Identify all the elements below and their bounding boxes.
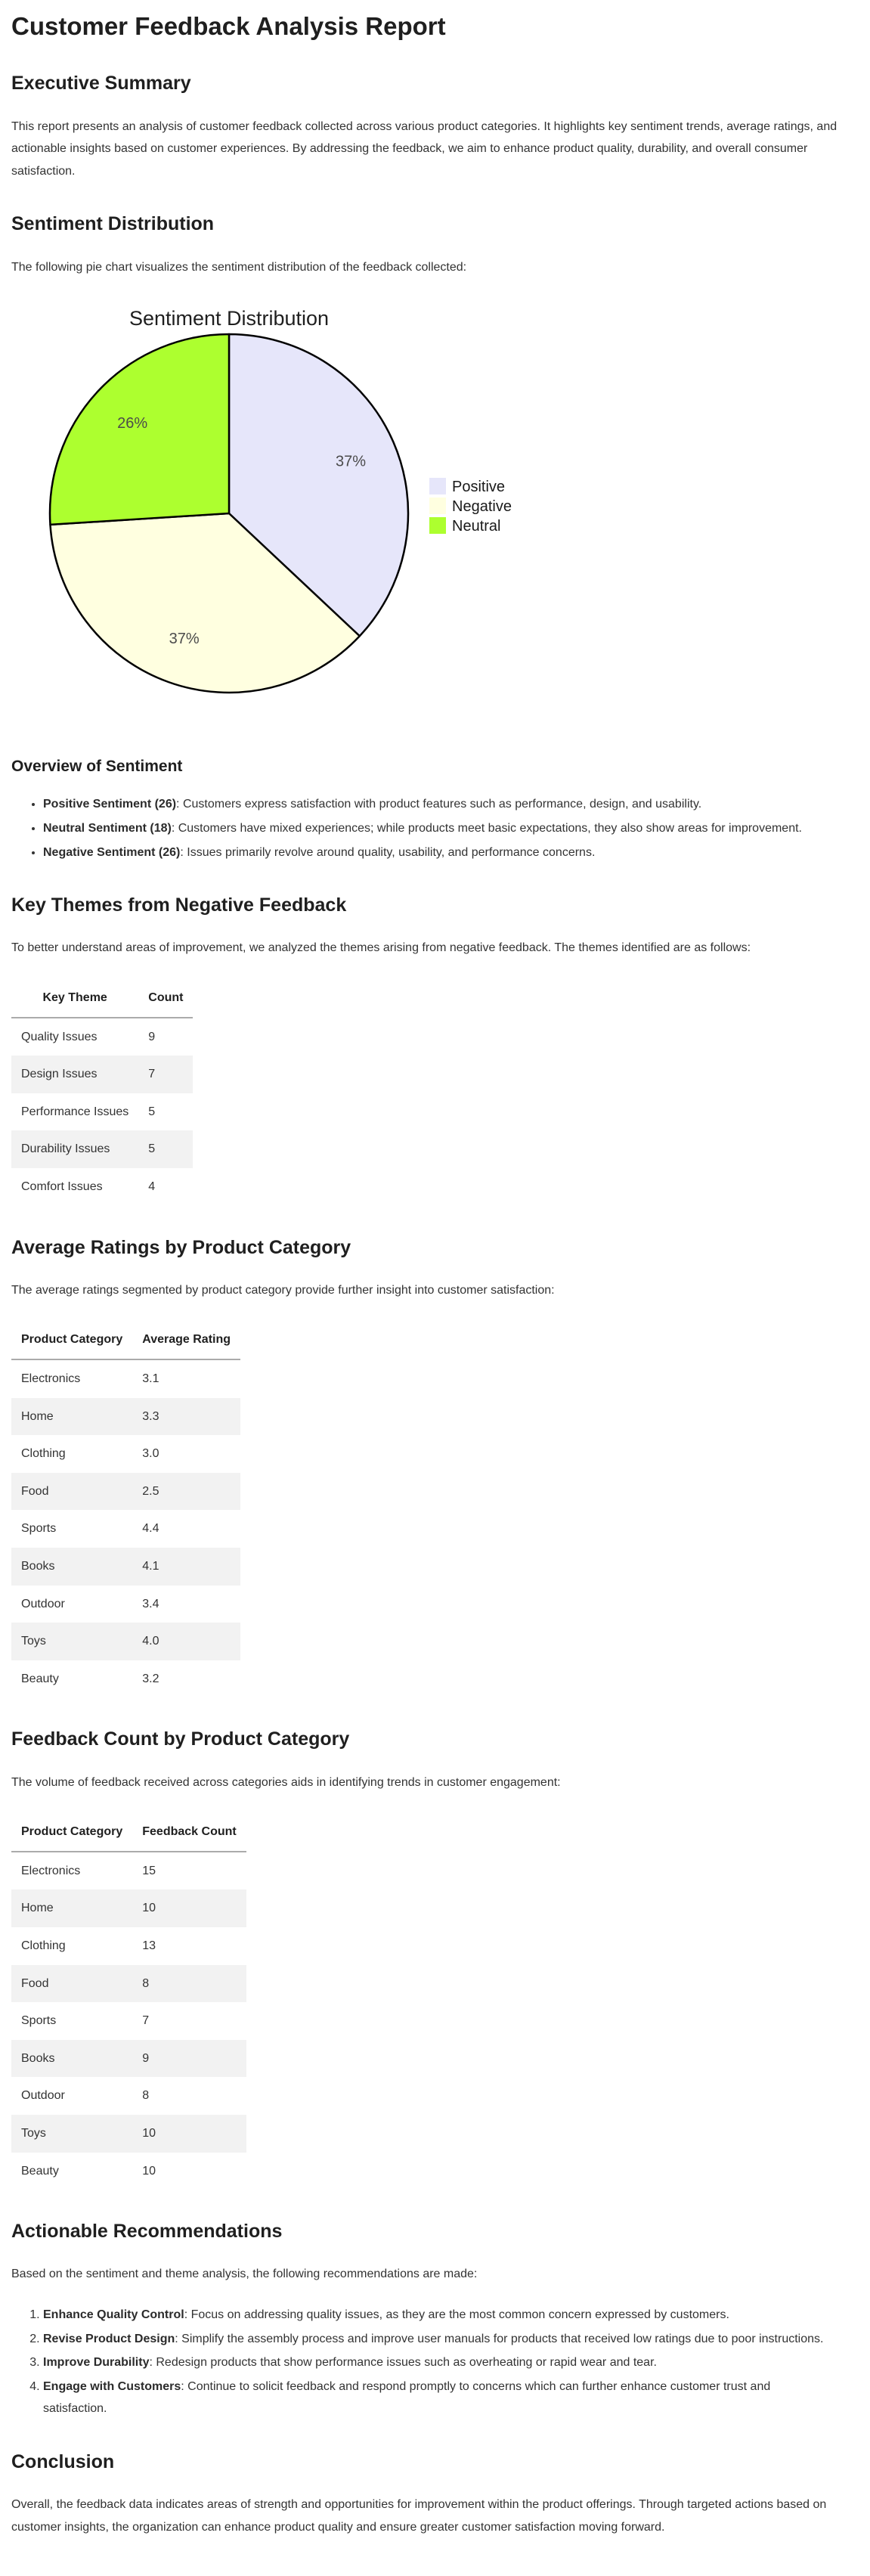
legend-label-neutral: Neutral <box>452 518 501 535</box>
list-item-bold-label: Engage with Customers <box>43 2379 181 2393</box>
column-header: Product Category <box>11 1321 132 1359</box>
table-row <box>11 1018 193 1056</box>
feedback-count-intro-paragraph: The volume of feedback received across categories aids in identifying trends in customer engagement: <box>11 1775 561 1789</box>
table-row <box>11 2002 246 2040</box>
table-row <box>11 1056 193 1093</box>
list-item-text: : Simplify the assembly process and improve user manuals for products that received low ratings due to poor instructions. <box>175 2332 824 2345</box>
table-row <box>11 1093 193 1131</box>
table-cell: Home <box>11 1398 132 1436</box>
table-cell: 10 <box>142 2164 156 2178</box>
heading-recommendations: Actionable Recommendations <box>11 2221 283 2243</box>
table-cell: 10 <box>132 2115 246 2153</box>
table-row <box>11 1623 240 1660</box>
sentiment-intro-paragraph: The following pie chart visualizes the sentiment distribution of the feedback collected: <box>11 260 467 274</box>
list-item-text: : Customers have mixed experiences; while products meet basic expectations, they also show areas for improvement. <box>171 821 802 835</box>
table-cell: 7 <box>138 1056 193 1093</box>
table-row <box>11 1889 246 1927</box>
sentiment-chart-figure <box>11 296 859 731</box>
table-cell: Sports <box>21 1522 57 1536</box>
table-cell: 3.0 <box>142 1447 159 1461</box>
feedback-count-table <box>11 1813 246 2190</box>
table-row <box>11 2153 246 2190</box>
column-header: Product Category <box>11 1813 132 1852</box>
table-cell: 4.4 <box>142 1522 159 1536</box>
table-row <box>11 2115 246 2153</box>
heading-average-ratings: Average Ratings by Product Category <box>11 1236 351 1258</box>
list-item-bold-label: Positive Sentiment (26) <box>43 798 177 811</box>
list-item <box>43 842 859 864</box>
list-item-text: : Continue to solicit feedback and respond promptly to concerns which can further enhance customer trust and satisfaction. <box>43 2379 771 2416</box>
table-row <box>11 1548 240 1586</box>
table-row <box>11 1586 240 1623</box>
key-themes-table <box>11 979 193 1206</box>
table-cell: Books <box>11 1548 132 1586</box>
column-header: Key Theme <box>11 979 138 1018</box>
table-row <box>11 1510 240 1548</box>
table-cell: Comfort Issues <box>21 1180 103 1193</box>
legend-swatch-negative <box>429 498 446 514</box>
table-row <box>11 1927 246 1965</box>
legend-label-positive: Positive <box>452 479 506 496</box>
table-cell: 9 <box>148 1030 156 1043</box>
table-cell: Beauty <box>21 2164 59 2178</box>
list-item-text: : Issues primarily revolve around quality, usability, and performance concerns. <box>180 845 596 859</box>
list-item-bold-label: Improve Durability <box>43 2356 150 2370</box>
key-themes-intro-paragraph: To better understand areas of improvement, we analyzed the themes arising from negative feedback. The themes identified are as follows: <box>11 941 751 955</box>
table-header-row <box>11 1321 240 1359</box>
table-cell: Electronics <box>21 1864 81 1877</box>
table-cell: Food <box>11 1965 132 2003</box>
legend-label-negative: Negative <box>452 498 512 516</box>
pie-percent-label-positive: 37% <box>335 453 367 470</box>
table-row <box>11 1359 240 1398</box>
table-cell: 4.0 <box>132 1623 240 1660</box>
table-cell: 5 <box>138 1130 193 1168</box>
table-cell: 2.5 <box>132 1473 240 1511</box>
list-item <box>43 793 859 816</box>
pie-percent-label-negative: 37% <box>169 631 200 648</box>
table-cell: 3.2 <box>142 1672 159 1685</box>
table-cell: 5 <box>148 1105 156 1118</box>
table-cell: 9 <box>132 2040 246 2078</box>
table-cell: 3.3 <box>132 1398 240 1436</box>
table-row <box>11 1965 246 2003</box>
list-item-bold-label: Negative Sentiment (26) <box>43 845 181 859</box>
table-row <box>11 1660 240 1698</box>
list-item <box>43 2304 859 2326</box>
pie-percent-label-neutral: 26% <box>117 415 148 432</box>
chart-title: Sentiment Distribution <box>128 307 330 330</box>
list-item-text: : Focus on addressing quality issues, as they are the most common concern expressed by customers. <box>184 2308 729 2321</box>
average-ratings-table <box>11 1321 240 1697</box>
table-cell: Quality Issues <box>21 1030 98 1043</box>
legend-swatch-positive <box>429 478 446 494</box>
table-header-row <box>11 1813 246 1852</box>
table-cell: Books <box>11 2040 132 2078</box>
legend-swatch-neutral <box>429 517 446 534</box>
table-cell: 3.1 <box>142 1372 159 1385</box>
table-cell: Outdoor <box>21 1597 65 1610</box>
table-row <box>11 1435 240 1473</box>
sentiment-overview-list <box>11 793 859 863</box>
table-row <box>11 1130 193 1168</box>
list-item <box>43 2328 859 2351</box>
page-title: Customer Feedback Analysis Report <box>11 12 446 40</box>
table-cell: 7 <box>142 2014 150 2028</box>
list-item-text: : Customers express satisfaction with product features such as performance, design, and usability. <box>176 798 702 811</box>
table-cell: 4 <box>148 1180 156 1193</box>
table-row <box>11 2040 246 2078</box>
table-cell: Beauty <box>21 1672 59 1685</box>
list-item-text: : Redesign products that show performance issues such as overheating or rapid wear and tear. <box>149 2356 657 2370</box>
table-header-row <box>11 979 193 1018</box>
heading-conclusion: Conclusion <box>11 2450 115 2472</box>
sentiment-pie-chart <box>11 296 859 731</box>
table-cell: Durability Issues <box>11 1130 138 1168</box>
table-row <box>11 1852 246 1890</box>
table-cell: Design Issues <box>11 1056 138 1093</box>
table-cell: 13 <box>142 1939 156 1952</box>
table-cell: Clothing <box>21 1447 66 1461</box>
table-row <box>11 1473 240 1511</box>
list-item-bold-label: Neutral Sentiment (18) <box>43 821 172 835</box>
average-ratings-intro-paragraph: The average ratings segmented by product category provide further insight into customer satisfaction: <box>11 1283 555 1297</box>
column-header: Count <box>138 979 193 1018</box>
conclusion-paragraph: Overall, the feedback data indicates areas of strength and opportunities for improvement within the product offerings. Through targeted actions based on customer insights, the organization can enhance product quality and ensure greater customer satisfaction moving forward. <box>11 2498 827 2534</box>
table-cell: Food <box>11 1473 132 1511</box>
heading-feedback-count: Feedback Count by Product Category <box>11 1728 350 1750</box>
recommendations-intro-paragraph: Based on the sentiment and theme analysis, the following recommendations are made: <box>11 2268 478 2281</box>
column-header: Feedback Count <box>132 1813 246 1852</box>
table-cell: Electronics <box>21 1372 81 1385</box>
list-item <box>43 2351 859 2374</box>
column-header: Average Rating <box>132 1321 240 1359</box>
heading-key-themes: Key Themes from Negative Feedback <box>11 894 347 916</box>
table-row <box>11 1398 240 1436</box>
table-cell: 4.1 <box>132 1548 240 1586</box>
table-cell: Toys <box>11 2115 132 2153</box>
executive-summary-paragraph: This report presents an analysis of customer feedback collected across various product categories. It highlights key sentiment trends, average ratings, and actionable insights based on customer experiences. By addressing the feedback, we aim to enhance product quality, durability, and overall consumer satisfaction. <box>11 119 837 178</box>
table-cell: 8 <box>132 1965 246 2003</box>
recommendations-list <box>11 2304 859 2420</box>
list-item-bold-label: Enhance Quality Control <box>43 2308 184 2321</box>
table-cell: Toys <box>11 1623 132 1660</box>
table-row <box>11 1168 193 1206</box>
table-cell: 15 <box>142 1864 156 1877</box>
table-cell: Outdoor <box>21 2089 65 2103</box>
list-item <box>43 2376 859 2420</box>
table-cell: 8 <box>142 2089 150 2103</box>
table-cell: Sports <box>21 2014 57 2028</box>
table-cell: Clothing <box>21 1939 66 1952</box>
table-cell: Home <box>11 1889 132 1927</box>
heading-executive-summary: Executive Summary <box>11 73 191 95</box>
table-row <box>11 2077 246 2115</box>
table-cell: 3.4 <box>142 1597 159 1610</box>
list-item <box>43 817 859 840</box>
heading-sentiment-distribution: Sentiment Distribution <box>11 213 215 235</box>
table-cell: 10 <box>132 1889 246 1927</box>
heading-overview-of-sentiment: Overview of Sentiment <box>11 758 183 776</box>
table-cell: Performance Issues <box>21 1105 129 1118</box>
list-item-bold-label: Revise Product Design <box>43 2332 175 2345</box>
